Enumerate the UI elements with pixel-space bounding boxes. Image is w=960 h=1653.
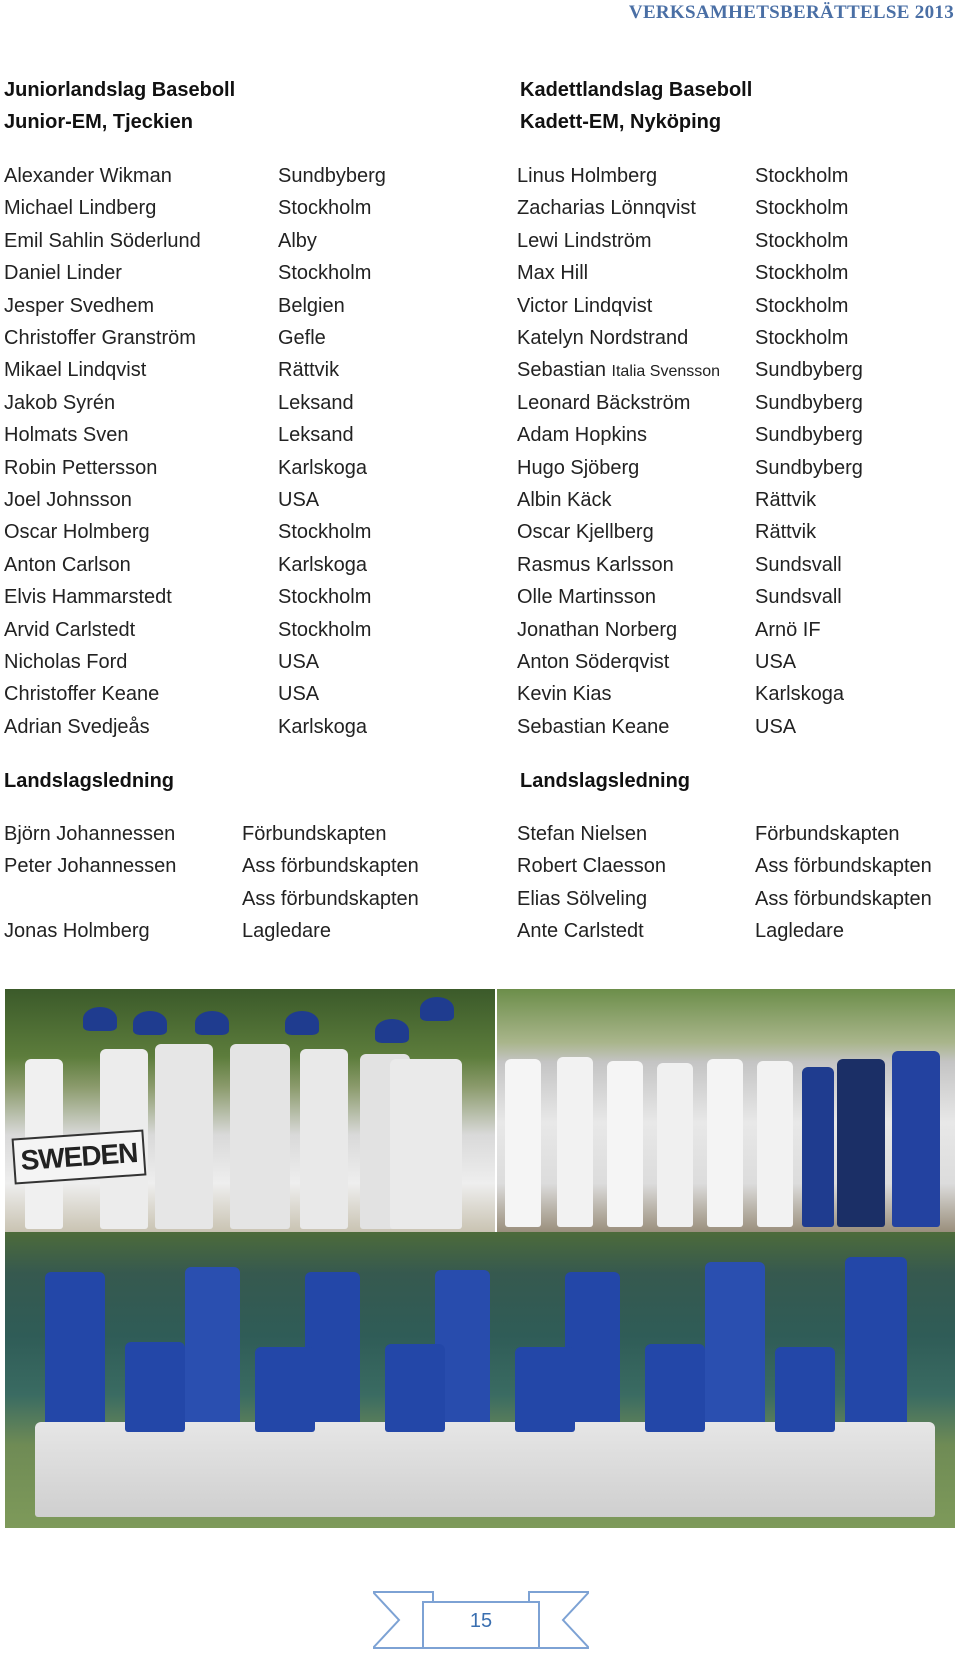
player-name: Sebastian Keane	[517, 715, 670, 738]
player-name: Adam Hopkins	[517, 424, 648, 447]
leader-role: Ass förbundskapten	[242, 887, 419, 910]
junior-team-section	[4, 74, 235, 138]
junior-leadership-heading: Landslagsledning	[4, 770, 175, 792]
player-name: Linus Holmberg	[517, 165, 658, 187]
leader-name: Peter Johannessen	[4, 855, 177, 878]
junior-team-photo	[5, 989, 495, 1232]
page-number: 15	[469, 1610, 493, 1632]
player-name: Adrian Svedjeås	[4, 715, 150, 738]
player-club: Stockholm	[755, 262, 849, 285]
player-club: Stockholm	[278, 521, 372, 544]
player-name: Kevin Kias	[517, 683, 612, 706]
player-club: Rättvik	[755, 521, 817, 544]
cadet-team-title: Kadettlandslag Baseboll	[520, 79, 753, 101]
player-club: Stockholm	[278, 586, 372, 609]
player-club: USA	[278, 651, 320, 673]
player-club: Stockholm	[755, 327, 849, 349]
player-name: Hugo Sjöberg	[517, 456, 640, 479]
leader-name: Robert Claesson	[517, 855, 666, 878]
team-group-photo	[5, 1232, 955, 1528]
player-name: Victor Lindqvist	[517, 294, 653, 317]
leader-role: Ass förbundskapten	[755, 855, 932, 878]
player-name: Leonard Bäckström	[517, 391, 691, 414]
player-club: Karlskoga	[278, 553, 367, 576]
player-name: Albin Käck	[517, 489, 612, 511]
player-name: Jesper Svedhem	[4, 294, 155, 317]
player-name: Arvid Carlstedt	[4, 618, 136, 641]
player-club: Stockholm	[278, 262, 372, 285]
player-name: Alexander Wikman	[4, 165, 172, 187]
player-club: Sundbyberg	[755, 391, 863, 414]
player-name: Anton Söderqvist	[517, 651, 670, 673]
player-club: USA	[278, 683, 320, 706]
player-club: Stockholm	[755, 197, 849, 220]
player-club: Arnö IF	[755, 618, 821, 641]
player-club: Sundbyberg	[278, 165, 386, 187]
player-club: Karlskoga	[278, 715, 367, 738]
player-name: Katelyn Nordstrand	[517, 327, 689, 349]
player-club: Rättvik	[278, 359, 340, 382]
leader-name: Ante Carlstedt	[517, 920, 644, 943]
junior-team-title: Juniorlandslag Baseboll	[4, 79, 236, 101]
player-name: Holmats Sven	[4, 424, 129, 447]
player-club: Belgien	[278, 294, 345, 317]
player-club: Stockholm	[278, 197, 372, 220]
player-name: Robin Pettersson	[4, 456, 158, 479]
cadet-event-title: Kadett-EM, Nyköping	[520, 111, 722, 133]
leader-role: Ass förbundskapten	[755, 887, 932, 910]
player-name: Michael Lindberg	[4, 197, 157, 220]
leader-role: Lagledare	[755, 920, 844, 943]
player-club: Sundbyberg	[755, 456, 863, 479]
player-club: Leksand	[278, 391, 354, 414]
player-name: Emil Sahlin Söderlund	[4, 229, 201, 252]
player-name: Max Hill	[517, 262, 589, 285]
player-club: Rättvik	[755, 489, 817, 511]
player-name: Jakob Syrén	[4, 391, 116, 414]
leader-name: Elias Sölveling	[517, 887, 648, 910]
player-name: Elvis Hammarstedt	[4, 586, 172, 609]
player-name: Nicholas Ford	[4, 651, 128, 673]
player-club: USA	[755, 651, 797, 673]
player-club: Stockholm	[755, 294, 849, 317]
player-name: Joel Johnsson	[4, 489, 132, 511]
player-name: Daniel Linder	[4, 262, 122, 285]
player-name: Christoffer Keane	[4, 683, 160, 706]
player-club: Stockholm	[755, 229, 849, 252]
player-club: Stockholm	[755, 165, 849, 187]
player-club: Stockholm	[278, 618, 372, 641]
leader-name: Stefan Nielsen	[517, 823, 648, 845]
player-name: Olle Martinsson	[517, 586, 656, 609]
player-name: Oscar Holmberg	[4, 521, 150, 544]
player-name: Oscar Kjellberg	[517, 521, 654, 544]
player-name: Christoffer Granström	[4, 327, 196, 349]
leader-name: Jonas Holmberg	[4, 920, 150, 943]
leader-role: Förbundskapten	[755, 823, 900, 845]
player-club: Karlskoga	[755, 683, 844, 706]
cadet-leadership-heading: Landslagsledning	[520, 770, 691, 792]
player-club: Gefle	[278, 327, 326, 349]
player-name: Mikael Lindqvist	[4, 359, 147, 382]
leader-role: Lagledare	[242, 920, 331, 943]
player-club: Sundsvall	[755, 553, 842, 576]
leader-role: Ass förbundskapten	[242, 855, 419, 878]
sweden-sign: SWEDEN	[12, 1129, 147, 1184]
player-name: Lewi Lindström	[517, 229, 652, 252]
player-name: Sebastian Italia Svensson	[517, 359, 721, 382]
running-header: VERKSAMHETSBERÄTTELSE 2013	[628, 2, 954, 23]
cadet-team-lineup-photo	[497, 989, 955, 1232]
player-name: Anton Carlson	[4, 553, 131, 576]
player-club: USA	[755, 715, 797, 738]
player-club: Alby	[278, 229, 317, 252]
player-name: Rasmus Karlsson	[517, 553, 674, 576]
junior-event-title: Junior-EM, Tjeckien	[4, 111, 193, 133]
player-club: Karlskoga	[278, 456, 367, 479]
cadet-team-section	[520, 74, 752, 138]
player-club: Sundbyberg	[755, 424, 863, 447]
player-club: Leksand	[278, 424, 354, 447]
leader-role: Förbundskapten	[242, 823, 387, 845]
leader-name: Björn Johannessen	[4, 823, 176, 845]
player-club: Sundbyberg	[755, 359, 863, 382]
player-name: Jonathan Norberg	[517, 618, 678, 641]
player-name: Zacharias Lönnqvist	[517, 197, 696, 220]
player-club: Sundsvall	[755, 586, 842, 609]
player-club: USA	[278, 489, 320, 511]
player-name-suffix: Italia Svensson	[611, 363, 721, 381]
